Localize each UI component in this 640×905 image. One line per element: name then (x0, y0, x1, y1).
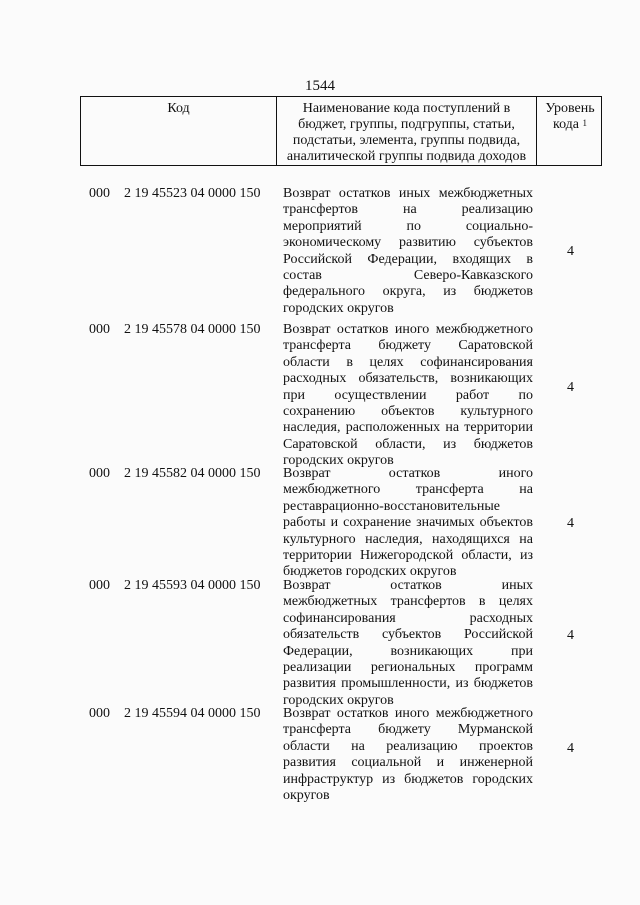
table-header (80, 96, 602, 166)
row-revenue-code: 2 19 45578 04 0000 150 (124, 322, 261, 337)
row-description-line: федерального округа, из бюджетов (283, 284, 533, 300)
row-description-line: Возврат остатков иного межбюджетного (283, 322, 533, 337)
row-revenue-code: 2 19 45593 04 0000 150 (124, 578, 261, 593)
header-name (277, 97, 537, 165)
row-level: 4 (567, 244, 574, 259)
row-admin-code: 000 (89, 466, 110, 481)
row-description-line: работы и сохранение значимых объектов (283, 515, 533, 531)
row-description-line: культурного наследия, находящихся на (283, 531, 533, 547)
row-admin-code: 000 (89, 322, 110, 337)
row-description-line: реализации региональных программ (283, 659, 533, 675)
row-description-line: трансферта бюджету Саратовской (283, 338, 533, 354)
row-description-line: наследия, расположенных на территории (283, 420, 533, 436)
row-level: 4 (567, 741, 574, 756)
header-level (537, 97, 603, 165)
row-revenue-code: 2 19 45582 04 0000 150 (124, 466, 261, 481)
row-description-line: области в целях софинансирования (283, 354, 533, 370)
row-description-line: развития промышленности, из бюджетов (283, 676, 533, 692)
header-name-line: аналитической группы подвида доходов (286, 149, 527, 164)
row-description-line: Федерации, возникающих при (283, 643, 533, 659)
row-description-line: экономическому развитию субъектов (283, 235, 533, 251)
row-description-line: развития социальной и инженерной (283, 755, 533, 771)
header-code-label: Код (167, 101, 190, 116)
row-level: 4 (567, 516, 574, 531)
header-code (81, 97, 277, 165)
row-description-line: городских округов (283, 300, 394, 316)
row-description-line: межбюджетных трансфертов в целях (283, 594, 533, 610)
row-description-line: территории Нижегородской области, из (283, 547, 533, 563)
row-description (283, 578, 533, 709)
row-description-line: городских округов (283, 692, 394, 708)
row-level: 4 (567, 380, 574, 395)
row-description-line: Возврат остатков иных межбюджетных (283, 186, 533, 201)
row-description-line: бюджетов городских округов (283, 564, 457, 580)
row-description-line: инфраструктур из бюджетов городских (283, 771, 533, 787)
row-description-line: софинансирования расходных (283, 610, 533, 626)
row-description-line: Возврат остатков иных (283, 578, 533, 593)
header-name-line: Наименование кода поступлений в (302, 101, 511, 116)
row-description-line: сохранению объектов культурного (283, 403, 533, 419)
row-description-line: расходных обязательств, возникающих (283, 371, 533, 387)
row-description (283, 466, 533, 581)
row-description-line: реставрационно-восстановительные (283, 498, 500, 514)
header-level-code: кода (552, 117, 580, 132)
row-description-line: состав Северо-Кавказского (283, 267, 533, 283)
row-description (283, 186, 533, 317)
row-description-line: межбюджетного трансферта на (283, 482, 533, 498)
row-description-line: Саратовской области, из бюджетов (283, 436, 533, 452)
row-description-line: Возврат остатков иного (283, 466, 533, 481)
row-description-line: городских округов (283, 453, 394, 469)
row-description-line: трансферта бюджету Мурманской (283, 722, 533, 738)
row-revenue-code: 2 19 45523 04 0000 150 (124, 186, 261, 201)
row-admin-code: 000 (89, 706, 110, 721)
row-description-line: обязательств субъектов Российской (283, 627, 533, 643)
header-name-line: подстатьи, элемента, группы подвида, (292, 133, 521, 148)
row-level: 4 (567, 628, 574, 643)
header-level-line2 (537, 117, 603, 133)
row-revenue-code: 2 19 45594 04 0000 150 (124, 706, 261, 721)
page-number: 1544 (305, 78, 335, 94)
row-admin-code: 000 (89, 578, 110, 593)
row-description-line: Возврат остатков иного межбюджетного (283, 706, 533, 721)
header-level-label: Уровень (545, 101, 595, 116)
row-description-line: области на реализацию проектов (283, 738, 533, 754)
row-description (283, 322, 533, 470)
row-description-line: трансфертов на реализацию (283, 202, 533, 218)
row-description-line: округов (283, 787, 330, 803)
header-name-line: бюджет, группы, подгруппы, статьи, (298, 117, 515, 132)
row-description (283, 706, 533, 804)
row-description-line: при осуществлении работ по (283, 387, 533, 403)
row-description-line: мероприятий по социально- (283, 218, 533, 234)
row-description-line: Российской Федерации, входящих в (283, 251, 533, 267)
footnote-marker: 1 (582, 118, 588, 128)
row-admin-code: 000 (89, 186, 110, 201)
